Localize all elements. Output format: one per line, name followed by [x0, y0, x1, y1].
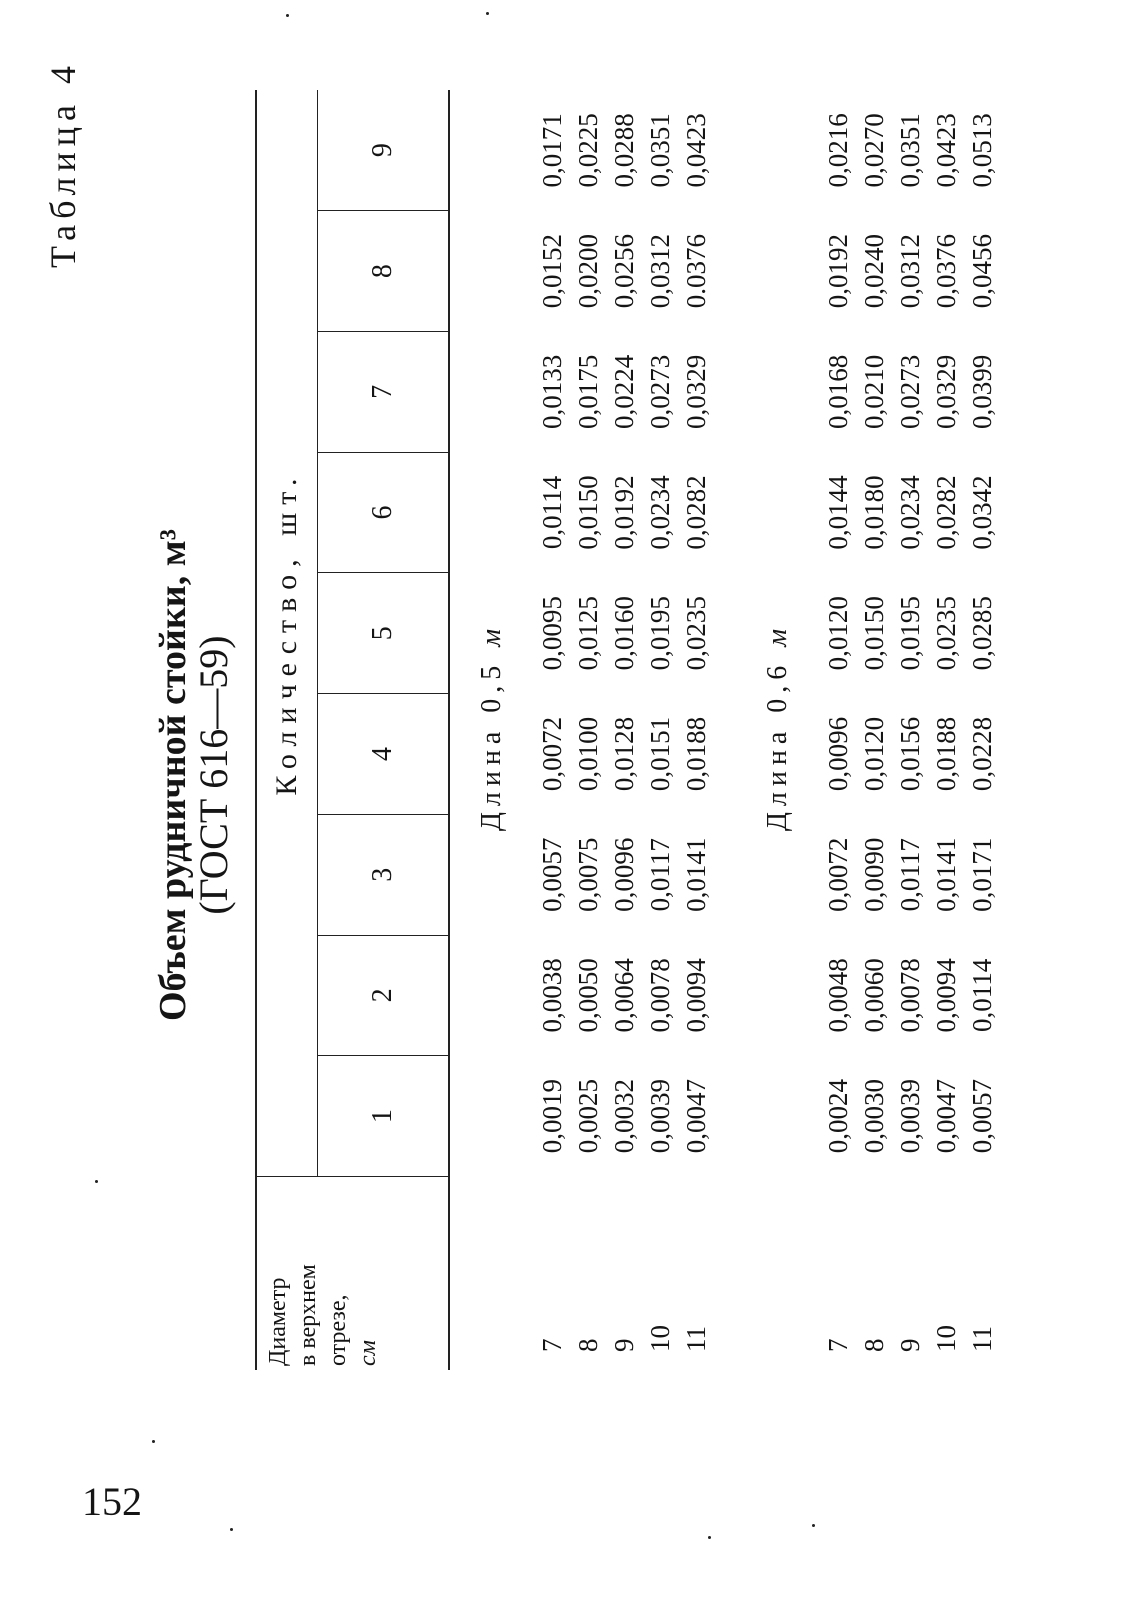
volume-cell: 0,0032 [609, 1079, 639, 1154]
volume-cell: 0,0019 [537, 1079, 567, 1154]
volume-cell: 0,0171 [537, 113, 567, 188]
volume-cell: 0,0240 [859, 233, 889, 309]
volume-cell: 0,0285 [967, 596, 997, 671]
speck [708, 1536, 711, 1539]
volume-cell: 0,0064 [609, 958, 639, 1033]
volume-cell: 0,0151 [645, 716, 675, 792]
quantity-header: Количество, шт. [256, 90, 318, 1177]
volume-cell: 0,0072 [537, 716, 567, 792]
section-heading-row [736, 90, 820, 1370]
volume-cell: 0,0128 [609, 716, 639, 792]
speck [486, 12, 489, 15]
volume-cell: 0,0175 [573, 354, 603, 429]
volume-cell: 0,0234 [895, 475, 925, 550]
speck [812, 1524, 815, 1527]
volume-cell: 0,0160 [609, 596, 639, 671]
speck [230, 1528, 233, 1531]
table-row [928, 90, 964, 1370]
volume-cell: 0,0030 [859, 1079, 889, 1154]
diameter-cell: 11 [967, 1326, 997, 1352]
section-heading [736, 90, 820, 1370]
volume-cell: 0,0047 [681, 1079, 711, 1154]
volume-cell: 0,0156 [895, 716, 925, 792]
volume-cell: 0,0282 [931, 475, 961, 550]
section-heading [449, 90, 534, 1370]
diameter-cell: 10 [931, 1325, 961, 1352]
volume-cell: 0,0050 [573, 958, 603, 1033]
volume-cell: 0,0024 [823, 1079, 853, 1154]
volume-cell: 0,0048 [823, 958, 853, 1033]
volume-cell: 0,0057 [967, 1079, 997, 1154]
volume-cell: 0,0025 [573, 1079, 603, 1154]
volume-cell: 0,0075 [573, 837, 603, 912]
volume-cell: 0,0039 [895, 1079, 925, 1154]
section-unit: м [762, 628, 793, 647]
count-header: 3 [318, 814, 450, 935]
volume-cell: 0,0376 [931, 233, 961, 309]
volume-cell: 0,0200 [573, 233, 603, 309]
volume-cell: 0,0192 [609, 475, 639, 550]
section-gap [714, 90, 736, 1370]
diameter-header-line: Диаметр [265, 1277, 291, 1366]
diameter-cell: 8 [859, 1338, 889, 1352]
volume-cell: 0,0513 [967, 113, 997, 188]
volume-cell: 0,0168 [823, 354, 853, 429]
volume-cell: 0,0150 [573, 475, 603, 550]
volume-cell: 0,0039 [645, 1079, 675, 1154]
count-header: 7 [318, 331, 450, 452]
volume-cell: 0,0273 [645, 354, 675, 429]
count-header: 6 [318, 452, 450, 573]
table-subtitle: (ГОСТ 616—59) [191, 635, 236, 915]
volume-cell: 0,0144 [823, 475, 853, 550]
volume-cell: 0,0423 [931, 113, 961, 188]
rotated-table-region [30, 60, 1090, 1490]
volume-cell: 0,0094 [931, 958, 961, 1033]
volume-cell: 0,0256 [609, 233, 639, 309]
volume-cell: 0,0047 [931, 1079, 961, 1154]
table-row [534, 90, 570, 1370]
volume-cell: 0,0117 [645, 838, 675, 912]
volume-cell: 0,0120 [823, 596, 853, 671]
diameter-cell: 11 [681, 1326, 711, 1352]
volume-cell: 0,0195 [895, 596, 925, 671]
volume-cell: 0,0078 [645, 958, 675, 1033]
count-header: 2 [318, 935, 450, 1056]
volume-cell: 0,0188 [931, 716, 961, 792]
table-row [642, 90, 678, 1370]
volume-cell: 0,0228 [967, 716, 997, 792]
volume-cell: 0,0423 [681, 113, 711, 188]
volume-cell: 0,0288 [609, 113, 639, 188]
section-heading-row [449, 90, 534, 1370]
count-header: 8 [318, 211, 450, 332]
volume-cell: 0,0225 [573, 113, 603, 188]
volume-cell: 0,0312 [895, 233, 925, 309]
section-label: Длина 0,5 [476, 659, 507, 832]
speck [286, 14, 289, 17]
volume-cell: 0,0456 [967, 233, 997, 309]
volume-cell: 0,0180 [859, 475, 889, 550]
table-title: Объем рудничной стойки, м³ [152, 529, 194, 1021]
volume-cell: 0,0210 [859, 354, 889, 429]
count-header: 5 [318, 573, 450, 694]
volume-cell: 0,0114 [967, 958, 997, 1033]
table-row [606, 90, 642, 1370]
section-unit: м [476, 628, 507, 647]
count-header: 9 [318, 90, 450, 211]
diameter-cell: 9 [895, 1338, 925, 1352]
count-header: 1 [318, 1056, 450, 1177]
table-row [964, 90, 1000, 1370]
diameter-cell: 7 [537, 1338, 567, 1352]
volume-cell: 0,0117 [895, 838, 925, 912]
volume-cell: 0,0188 [681, 716, 711, 792]
volume-cell: 0,0090 [859, 837, 889, 912]
volume-cell: 0,0399 [967, 354, 997, 429]
volume-cell: 0,0234 [645, 475, 675, 550]
volume-cell: 0,0216 [823, 113, 853, 188]
volume-cell: 0,0072 [823, 837, 853, 912]
volume-cell: 0,0342 [967, 475, 997, 550]
volume-cell: 0,0235 [931, 596, 961, 671]
diameter-cell: 10 [645, 1325, 675, 1352]
volume-cell: 0,0312 [645, 233, 675, 309]
volume-cell: 0,0096 [609, 837, 639, 912]
volume-cell: 0,0351 [895, 113, 925, 188]
volume-cell: 0,0195 [645, 596, 675, 671]
volume-cell: 0,0282 [681, 475, 711, 550]
table-row [820, 90, 856, 1370]
diameter-cell: 7 [823, 1338, 853, 1352]
volume-cell: 0,0057 [537, 837, 567, 912]
volume-cell: 0,0094 [681, 958, 711, 1033]
section-label: Длина 0,6 [762, 659, 793, 832]
volume-cell: 0,0060 [859, 958, 889, 1033]
volume-table [255, 90, 1000, 1370]
volume-cell: 0.0376 [681, 233, 711, 309]
volume-cell: 0,0270 [859, 113, 889, 188]
diameter-header [256, 1177, 449, 1371]
volume-cell: 0,0078 [895, 958, 925, 1033]
volume-cell: 0,0100 [573, 716, 603, 792]
volume-cell: 0,0141 [931, 837, 961, 912]
table-label: Таблица 4 [43, 60, 83, 268]
volume-cell: 0,0125 [573, 596, 603, 671]
volume-cell: 0,0114 [537, 475, 567, 550]
count-header: 4 [318, 694, 450, 815]
diameter-header-line: отрезе, [325, 1294, 351, 1366]
volume-cell: 0,0224 [609, 354, 639, 429]
volume-cell: 0,0152 [537, 233, 567, 309]
table-row [856, 90, 892, 1370]
section-gap-cell [714, 90, 736, 1370]
page-number: 152 [82, 1479, 142, 1524]
volume-cell: 0,0351 [645, 113, 675, 188]
volume-cell: 0,0095 [537, 596, 567, 671]
table-row [570, 90, 606, 1370]
diameter-cell: 8 [573, 1338, 603, 1352]
volume-cell: 0,0038 [537, 958, 567, 1033]
table-row [892, 90, 928, 1370]
volume-cell: 0,0329 [681, 354, 711, 429]
volume-cell: 0,0150 [859, 596, 889, 671]
volume-cell: 0,0133 [537, 354, 567, 429]
volume-cell: 0,0329 [931, 354, 961, 429]
diameter-header-line: см [355, 1340, 381, 1366]
volume-cell: 0,0273 [895, 354, 925, 429]
header-row-top [256, 90, 318, 1370]
volume-cell: 0,0192 [823, 233, 853, 309]
volume-cell: 0,0235 [681, 596, 711, 671]
volume-cell: 0,0171 [967, 837, 997, 912]
volume-cell: 0,0120 [859, 716, 889, 792]
diameter-header-line: в верхнем [295, 1264, 321, 1366]
table-body [449, 90, 1000, 1370]
table-row [678, 90, 714, 1370]
diameter-cell: 9 [609, 1338, 639, 1352]
volume-cell: 0,0141 [681, 837, 711, 912]
volume-cell: 0,0096 [823, 716, 853, 792]
